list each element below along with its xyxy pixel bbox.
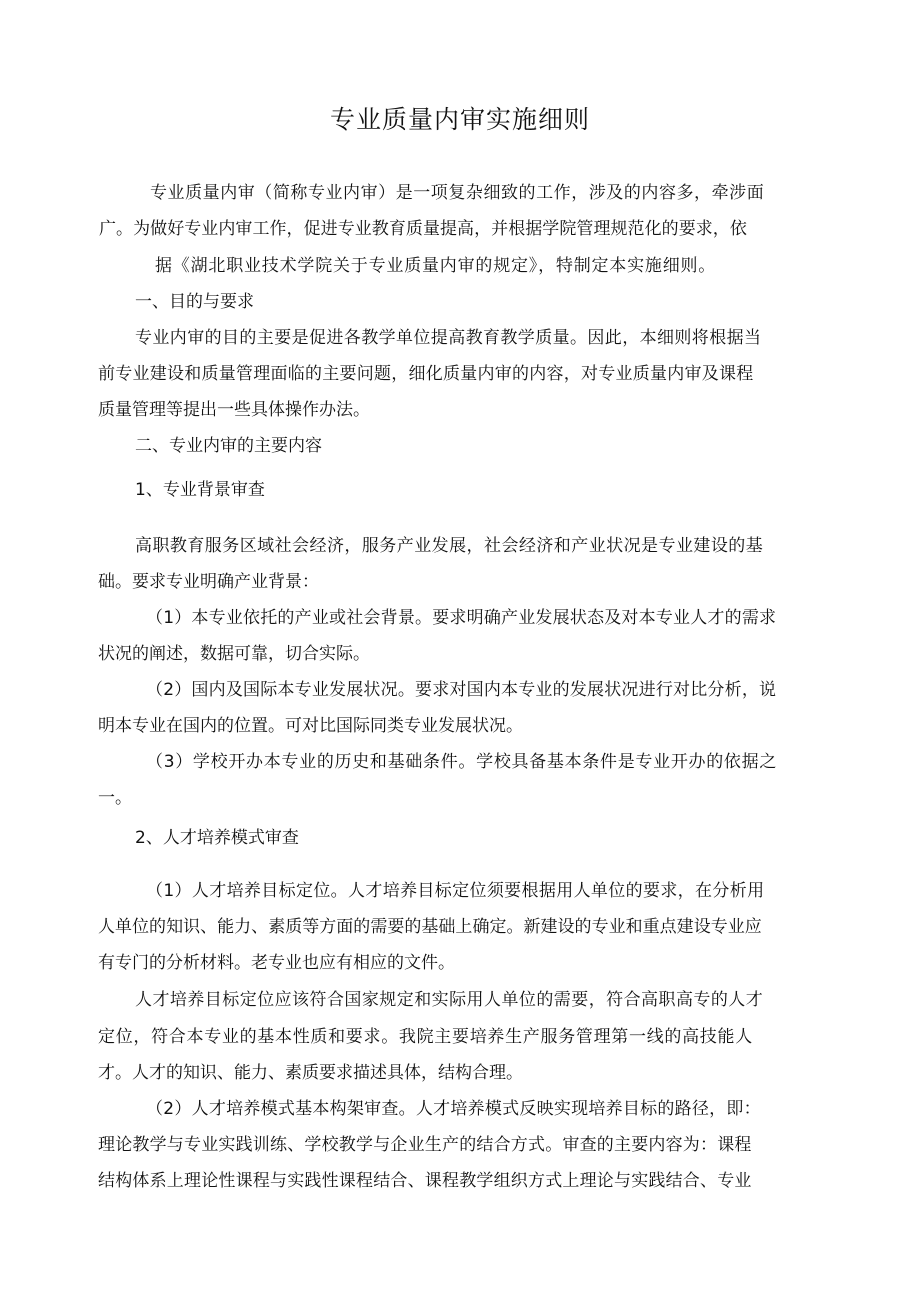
paragraph-line: 专业内审的目的主要是促进各教学单位提高教育教学质量。因此，本细则将根据当 [135,328,762,348]
paragraph-line: 才。人才的知识、能力、素质要求描述具体，结构合理。 [98,1063,523,1083]
paragraph-line: （2）人才培养模式基本构架审查。人才培养模式反映实现培养目标的路径，即： [146,1099,761,1119]
paragraph-line: （1）本专业依托的产业或社会背景。要求明确产业发展状态及对本专业人才的需求 [146,608,777,628]
paragraph-line: 础。要求专业明确产业背景： [98,572,319,592]
paragraph-line: 人单位的知识、能力、素质等方面的需要的基础上确定。新建设的专业和重点建设专业应 [98,917,762,937]
paragraph-line: 理论教学与专业实践训练、学校教学与企业生产的结合方式。审查的主要内容为：课程 [98,1135,752,1155]
paragraph-line: （1）人才培养目标定位。人才培养目标定位须要根据用人单位的要求，在分析用 [146,881,765,901]
paragraph-line: 专业质量内审（简称专业内审）是一项复杂细致的工作，涉及的内容多，牵涉面 [150,183,765,203]
document-title: 专业质量内审实施细则 [329,105,590,134]
paragraph-line: （2）国内及国际本专业发展状况。要求对国内本专业的发展状况进行对比分析，说 [146,680,777,700]
section-heading: 一、目的与要求 [135,292,254,312]
paragraph-line: 定位，符合本专业的基本性质和要求。我院主要培养生产服务管理第一线的高技能人 [98,1027,753,1047]
paragraph-line: 前专业建设和质量管理面临的主要问题，细化质量内审的内容，对专业质量内审及课程 [98,364,754,384]
paragraph-line: 高职教育服务区域社会经济，服务产业发展，社会经济和产业状况是专业建设的基 [135,536,764,556]
paragraph-line: （3）学校开办本专业的历史和基础条件。学校具备基本条件是专业开办的依据之 [146,752,778,772]
paragraph-line: 结构体系上理论性课程与实践性课程结合、课程教学组织方式上理论与实践结合、专业 [98,1171,752,1191]
paragraph-line: 人才培养目标定位应该符合国家规定和实际用人单位的需要，符合高职高专的人才 [135,990,764,1010]
paragraph-line: 状况的阐述，数据可靠，切合实际。 [98,644,370,664]
paragraph-line: 广。为做好专业内审工作，促进专业教育质量提高，并根据学院管理规范化的要求，依 [99,219,747,239]
subsection-heading: 1、专业背景审查 [135,480,265,500]
paragraph-line: 明本专业在国内的位置。可对比国际同类专业发展状况。 [98,716,523,736]
paragraph-line: 据《湖北职业技术学院关于专业质量内审的规定》，特制定本实施细则。 [155,256,717,276]
paragraph-line: 一。 [98,788,132,808]
paragraph-line: 质量管理等提出一些具体操作办法。 [98,400,370,420]
subsection-heading: 2、人才培养模式审查 [135,828,299,848]
paragraph-line: 有专门的分析材料。老专业也应有相应的文件。 [98,953,455,973]
section-heading: 二、专业内审的主要内容 [135,436,322,456]
